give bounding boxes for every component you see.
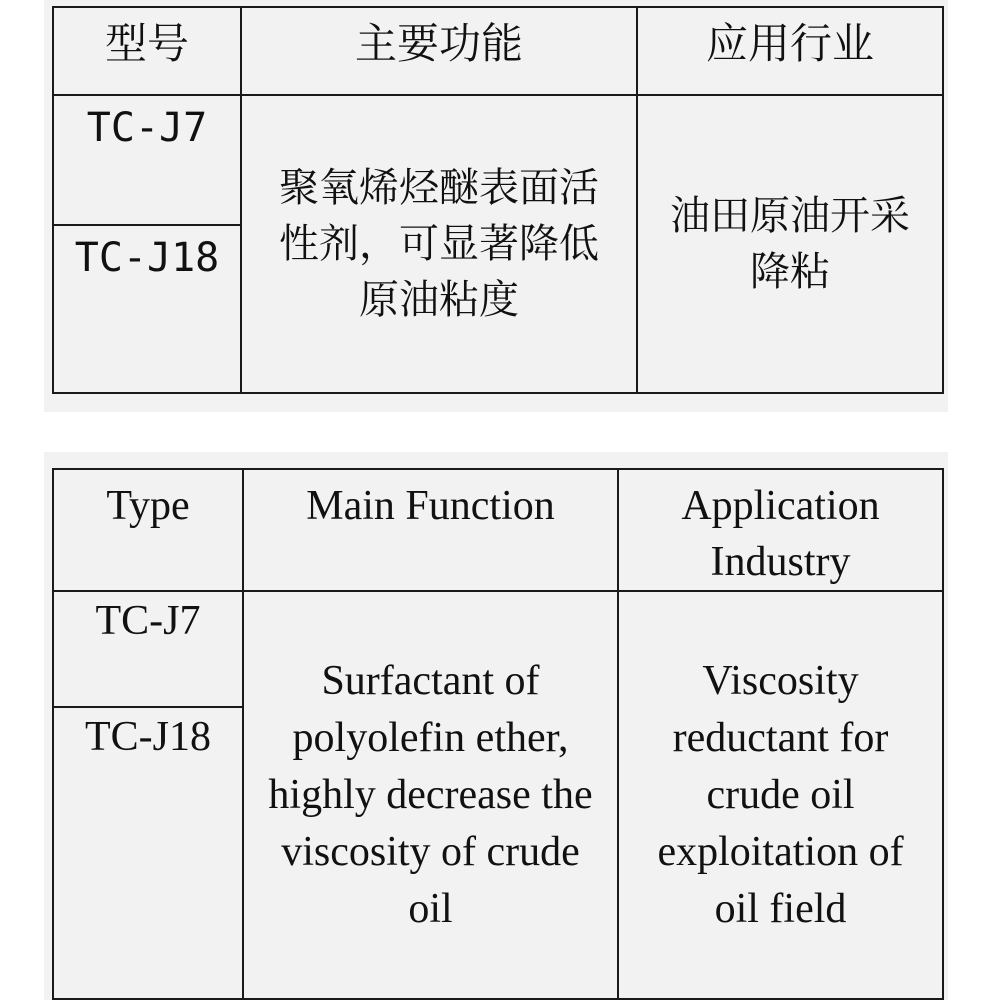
function-line: 聚氧烯烃醚表面活 [279, 165, 599, 211]
industry-line: crude oil [706, 771, 855, 818]
header-function [243, 469, 618, 591]
product-table-chinese [52, 6, 944, 394]
function-cell [241, 95, 637, 393]
table-row [53, 95, 943, 225]
header-industry [637, 7, 943, 95]
type-label: TC-J7 [86, 105, 208, 151]
header-type-label: Type [106, 483, 190, 529]
function-line: highly decrease the [268, 771, 593, 818]
function-cell [243, 591, 618, 999]
header-type [53, 469, 243, 591]
type-label: TC-J18 [85, 714, 211, 760]
type-cell [53, 707, 243, 999]
industry-line: 油田原油开采 [670, 193, 910, 239]
industry-cell [618, 591, 943, 999]
header-type-label: 型号 [104, 19, 189, 68]
header-industry [618, 469, 943, 591]
product-table-english [52, 468, 944, 1000]
function-line: viscosity of crude [281, 828, 580, 875]
function-line: 性剂，可显著降低 [279, 221, 599, 267]
industry-line: exploitation of [657, 828, 904, 875]
type-cell [53, 95, 241, 225]
type-cell [53, 591, 243, 707]
industry-cell [637, 95, 943, 393]
header-industry-label: 应用行业 [705, 19, 874, 68]
function-line: polyolefin ether, [292, 714, 569, 761]
header-type [53, 7, 241, 95]
header-function-label: Main Function [306, 483, 555, 529]
header-function-label: 主要功能 [354, 19, 523, 68]
header-row [53, 7, 943, 95]
header-industry-label: Application Industry [681, 483, 880, 585]
industry-line: reductant for [672, 714, 889, 761]
type-label: TC-J18 [74, 235, 220, 281]
industry-line: Viscosity [702, 657, 859, 704]
industry-line: oil field [714, 885, 847, 932]
header-row [53, 469, 943, 591]
table-row [53, 591, 943, 707]
header-function [241, 7, 637, 95]
type-label: TC-J7 [95, 598, 201, 644]
function-line: 原油粘度 [359, 277, 519, 323]
function-line: Surfactant of [321, 657, 540, 704]
function-line: oil [408, 885, 453, 932]
type-cell [53, 225, 241, 393]
industry-line: 降粘 [750, 249, 830, 295]
